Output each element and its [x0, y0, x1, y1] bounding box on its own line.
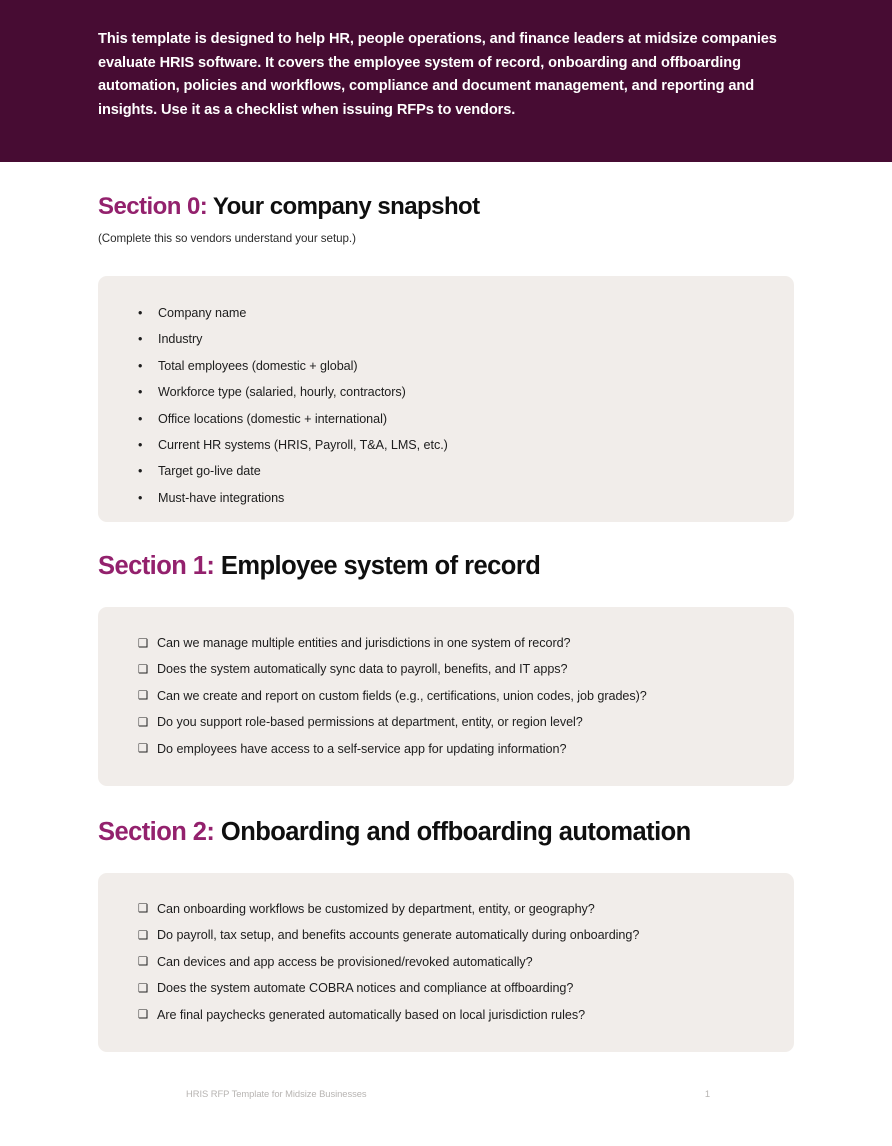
checklist-item[interactable]: [138, 656, 754, 682]
bullet-icon: •: [138, 358, 143, 373]
list-item-label: Must-have integrations: [158, 490, 285, 505]
checklist-item-label: Does the system automatically sync data to payroll, benefits, and IT apps?: [157, 662, 568, 677]
bullet-icon: •: [138, 464, 143, 479]
bullet-icon: •: [138, 490, 143, 505]
list-item-label: Industry: [158, 332, 203, 347]
section-2: [98, 786, 794, 1052]
section-0-label: Section 0:: [98, 193, 208, 220]
section-0-title: Your company snapshot: [212, 193, 480, 220]
footer-document-title: HRIS RFP Template for Midsize Businesses: [186, 1088, 367, 1099]
list-item-label: Company name: [158, 306, 247, 320]
section-0: [98, 162, 794, 522]
document-body: [0, 162, 892, 1052]
section-2-label: Section 2:: [98, 817, 215, 846]
header-banner: [0, 0, 892, 162]
checkbox-icon[interactable]: ❑: [138, 901, 149, 916]
list-item-label: Current HR systems (HRIS, Payroll, T&A, LMS, etc.): [158, 437, 448, 452]
section-0-card: [98, 276, 794, 522]
checkbox-icon[interactable]: ❑: [138, 927, 149, 942]
list-item: [138, 379, 754, 405]
section-1-card: [98, 607, 794, 786]
intro-paragraph: This template is designed to help HR, people operations, and finance leaders at midsize companies evaluate HRIS software. It covers the employee system of record, onboarding and offboarding automation, policies and workflows, compliance and document management, and reporting and insights. Use it as a checklist when issuing RFPs to vendors.: [98, 31, 777, 118]
checkbox-icon[interactable]: ❑: [138, 954, 149, 969]
bullet-icon: •: [138, 332, 143, 347]
list-item: [138, 432, 754, 458]
checkbox-icon[interactable]: ❑: [138, 714, 149, 729]
section-1: [98, 522, 794, 786]
bullet-icon: •: [138, 385, 143, 400]
list-item: [138, 458, 754, 484]
section-2-title: Onboarding and offboarding automation: [220, 817, 691, 846]
list-item-label: Workforce type (salaried, hourly, contractors): [158, 385, 406, 400]
list-item: [138, 353, 754, 379]
list-item-label: Target go-live date: [158, 464, 261, 479]
checklist-item-label: Can onboarding workflows be customized by department, entity, or geography?: [157, 901, 595, 916]
system-of-record-checklist: [138, 630, 754, 762]
section-1-heading: [98, 552, 794, 581]
checkbox-icon[interactable]: ❑: [138, 661, 149, 676]
list-item: [138, 300, 754, 326]
checklist-item[interactable]: [138, 975, 754, 1001]
checklist-item[interactable]: [138, 736, 754, 762]
checklist-item-label: Do payroll, tax setup, and benefits accounts generate automatically during onboarding?: [157, 928, 640, 943]
checklist-item-label: Does the system automate COBRA notices and compliance at offboarding?: [157, 981, 574, 996]
bullet-icon: •: [138, 306, 143, 320]
section-2-card: [98, 873, 794, 1052]
checklist-item-label: Can we create and report on custom fields (e.g., certifications, union codes, job grades)?: [157, 688, 647, 703]
bullet-icon: •: [138, 411, 143, 426]
section-0-heading: [98, 162, 794, 221]
onboarding-offboarding-checklist: [138, 896, 754, 1028]
checklist-item[interactable]: [138, 683, 754, 709]
checklist-item[interactable]: [138, 922, 754, 948]
company-snapshot-list: [138, 300, 754, 511]
checklist-item[interactable]: [138, 896, 754, 922]
list-item: [138, 326, 754, 352]
checklist-item[interactable]: [138, 709, 754, 735]
page-footer: [0, 1088, 892, 1099]
list-item-label: Office locations (domestic + international): [158, 411, 387, 426]
list-item: [138, 406, 754, 432]
checkbox-icon[interactable]: ❑: [138, 741, 149, 756]
checklist-item-label: Do employees have access to a self-service app for updating information?: [157, 741, 567, 756]
section-1-title: Employee system of record: [220, 552, 541, 580]
list-item: [138, 485, 754, 511]
checkbox-icon[interactable]: ❑: [138, 688, 149, 703]
section-1-label: Section 1:: [98, 552, 215, 580]
bullet-icon: •: [138, 437, 143, 452]
checklist-item-label: Can devices and app access be provisioned/revoked automatically?: [157, 954, 533, 969]
section-2-heading: [98, 818, 794, 847]
checklist-item[interactable]: [138, 630, 754, 656]
checkbox-icon[interactable]: ❑: [138, 1007, 149, 1022]
checklist-item-label: Are final paychecks generated automatically based on local jurisdiction rules?: [157, 1007, 586, 1022]
checklist-item-label: Can we manage multiple entities and jurisdictions in one system of record?: [157, 636, 571, 650]
list-item-label: Total employees (domestic + global): [158, 358, 358, 373]
checkbox-icon[interactable]: ❑: [138, 635, 149, 650]
checkbox-icon[interactable]: ❑: [138, 980, 149, 995]
section-0-note: (Complete this so vendors understand your setup.): [98, 232, 356, 245]
checklist-item[interactable]: [138, 1002, 754, 1028]
footer-page-number: 1: [704, 1088, 710, 1099]
checklist-item-label: Do you support role-based permissions at department, entity, or region level?: [157, 715, 583, 730]
checklist-item[interactable]: [138, 949, 754, 975]
